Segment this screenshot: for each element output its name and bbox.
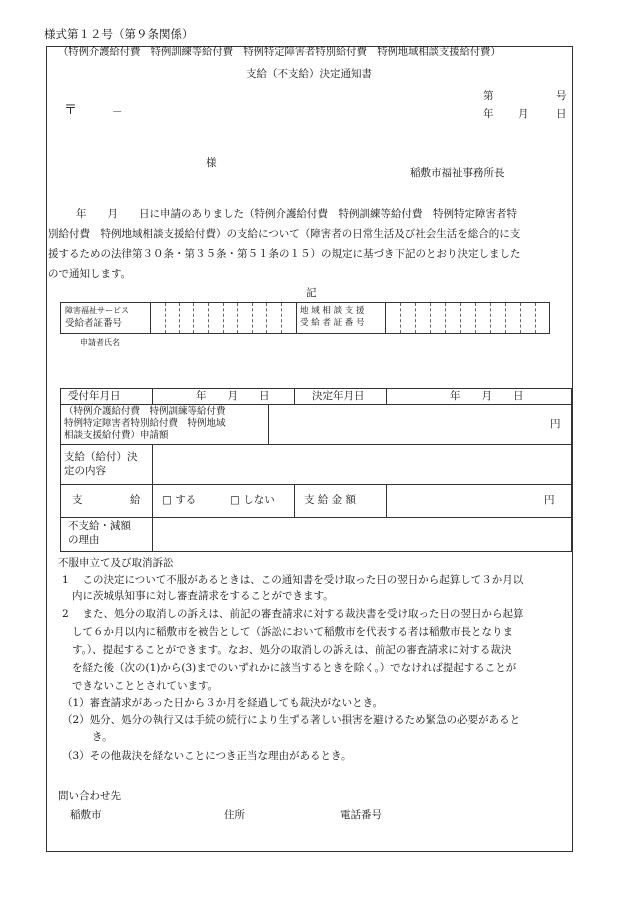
decision-date-label: 決定年月日 [312, 390, 365, 402]
decision-content-label-1: 支給（給付）決 [64, 451, 138, 463]
appeal-item1-line2: 内に茨城県知事に対し審査請求をすることができます。 [72, 590, 334, 602]
decision-content-label-2: 定の内容 [64, 465, 106, 477]
regional-recipient-number-label: 受 給 者 証 番 号 [300, 318, 365, 328]
body-line-3: 援するための法律第３０条・第３５条・第５１条の１５）の規定に基づき下記のとおり決定しました [48, 248, 521, 260]
date-year: 年 [483, 108, 494, 120]
ki-mark: 記 [306, 287, 317, 299]
body-line-4: ので通知します。 [48, 268, 132, 280]
decision-date-value: 年 月 日 [450, 390, 524, 402]
number-dai: 第 [483, 90, 494, 102]
postal-mark: 〒 [64, 103, 78, 118]
appeal-sub2-line2: き。 [92, 731, 113, 743]
contact-phone: 電話番号 [340, 809, 382, 821]
requested-amount-label-2: 特例特定障害者特別給付費 特例地域 [64, 418, 226, 429]
received-date-label: 受付年月日 [68, 390, 121, 402]
issuer: 稲敷市福祉事務所長 [410, 167, 505, 179]
form-heading: （特例介護給付費 特例訓練等給付費 特例特定障害者特別給付費 特例地域相談支援給付費） [58, 46, 501, 58]
requested-amount-label-3: 相談支援給付費）申請額 [64, 430, 169, 441]
appeal-item2-line2: して６か月以内に稲敷市を被告として（訴訟において稲敷市を代表する者は稲敷市長となりま [72, 626, 513, 638]
appeal-sub2-line1: （2）処分、処分の執行又は手続の続行により生ずる著しい損害を避けるため緊急の必要があると [62, 714, 521, 726]
appeal-item2-line1: 2 また、処分の取消しの訴えは、前記の審査請求に対する裁決書を受け取った日の翌日から起算 [62, 608, 524, 620]
regional-support-label: 地 域 相 談 支 援 [300, 306, 365, 316]
appeal-sub3: （3）その他裁決を経ないことにつき正当な理由があるとき。 [62, 750, 352, 762]
requested-amount-yen: 円 [550, 418, 561, 430]
form-number: 様式第１２号（第９条関係） [44, 27, 194, 41]
appeal-item2-line5: できないこととされています。 [72, 680, 219, 692]
welfare-service-label: 障害福祉サービス [65, 306, 129, 315]
requested-amount-label-1: （特例介護給付費 特例訓練等給付費 [64, 406, 226, 417]
contact-address: 住所 [224, 809, 245, 821]
payment-amount-label: 支 給 金 額 [304, 494, 357, 506]
appeal-item1-line1: 1 この決定について不服があるときは、この通知書を受け取った日の翌日から起算して３か月以 [62, 574, 524, 586]
body-line-1: 年 月 日に申請のありました（特例介護給付費 特例訓練等給付費 特例特定障害者特 [76, 208, 517, 220]
payment-yes-checkbox[interactable]: □ する [162, 494, 197, 506]
body-line-2: 別給付費 特例地域相談支援給付費）の支給について（障害者の日常生活及び社会生活を総合的に支 [48, 228, 521, 240]
contact-city: 稲敷市 [70, 809, 102, 821]
honorific: 様 [206, 157, 217, 169]
document-title: 支給（不支給）決定通知書 [246, 68, 372, 80]
payment-no-checkbox[interactable]: □ しない [230, 494, 275, 506]
applicant-name-label: 申請者氏名 [80, 338, 120, 347]
appeal-item2-line3: す。）、提起することができます。なお、処分の取消しの訴えは、前記の審査請求に対する裁決 [72, 644, 512, 656]
payment-label-right: 給 [130, 494, 141, 506]
appeal-title: 不服申立て及び取消訴訟 [58, 557, 174, 569]
reason-label-1: 不支給・減額 [68, 520, 131, 532]
date-month: 月 [518, 108, 529, 120]
number-go: 号 [556, 90, 567, 102]
date-day: 日 [556, 108, 567, 120]
appeal-item2-line4: を経た後（次の(1)から(3)までのいずれかに該当するときを除く。）でなければ提起することが [72, 662, 517, 674]
appeal-sub1: （1）審査請求があった日から３か月を経過しても裁決がないとき。 [62, 697, 384, 709]
payment-amount-yen: 円 [544, 494, 555, 506]
received-date-value: 年 月 日 [196, 390, 270, 402]
recipient-number-label: 受給者証番号 [65, 318, 123, 329]
postal-dash: － [112, 106, 123, 118]
payment-label-left: 支 [72, 494, 83, 506]
reason-label-2: の理由 [68, 534, 100, 546]
contact-title: 問い合わせ先 [58, 790, 121, 802]
